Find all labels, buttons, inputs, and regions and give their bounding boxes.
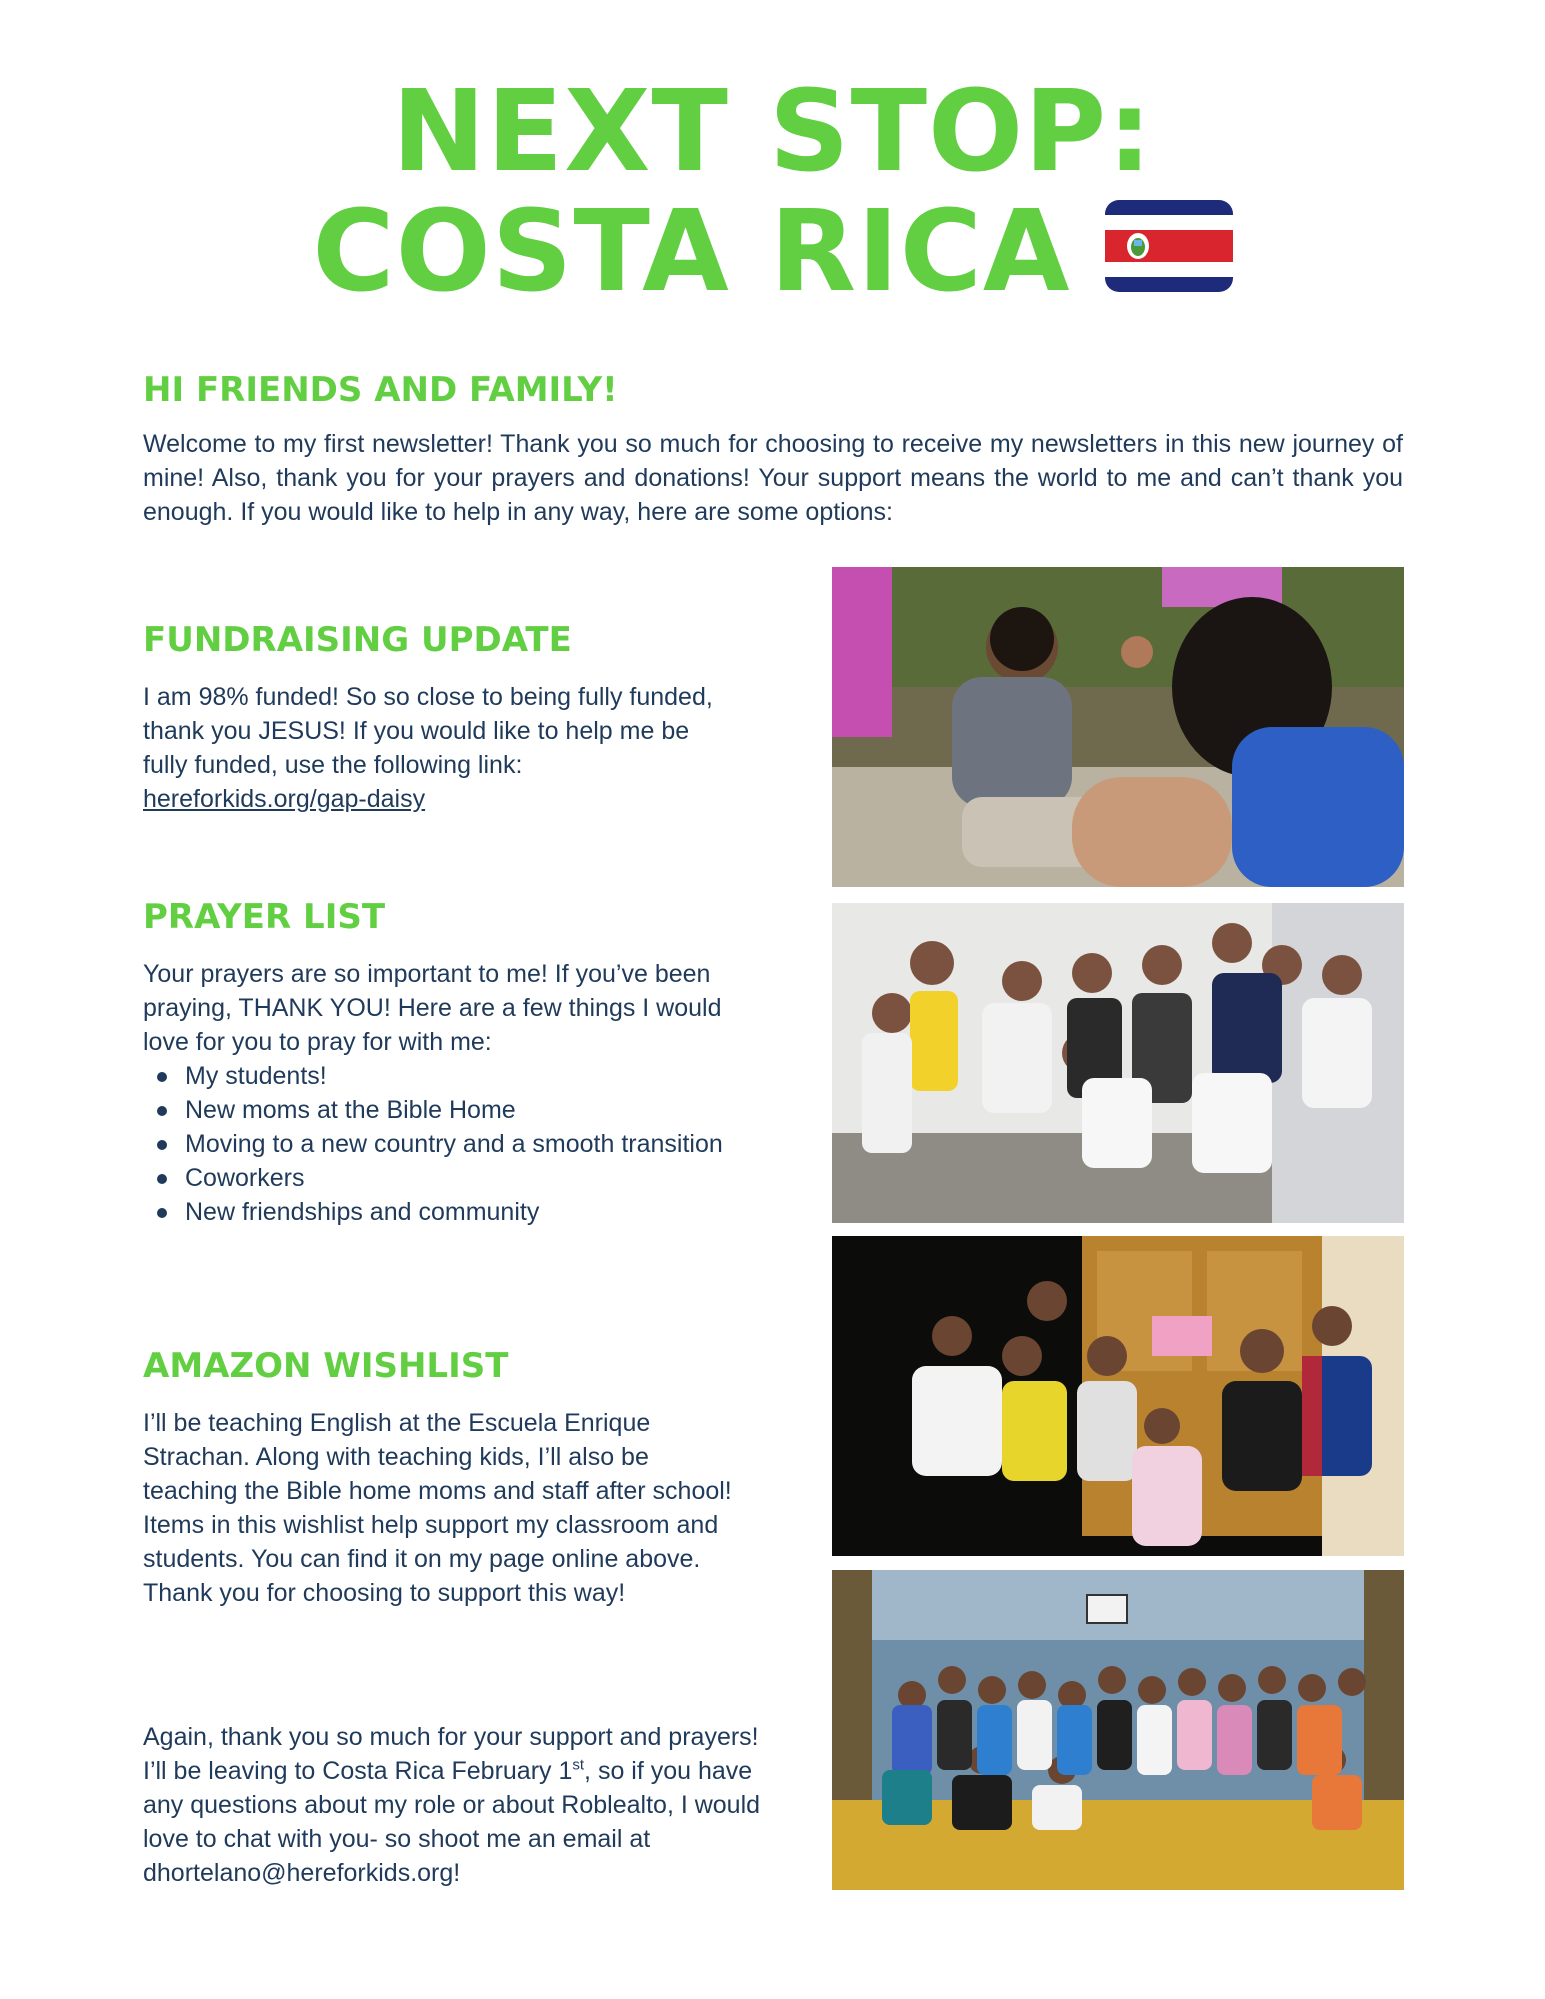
bullet-icon <box>157 1106 167 1116</box>
photo-high-five <box>832 567 1404 887</box>
list-item-text: Coworkers <box>185 1164 305 1192</box>
intro-heading: HI FRIENDS AND FAMILY! <box>143 370 618 410</box>
bullet-icon <box>157 1174 167 1184</box>
list-item <box>143 1161 723 1195</box>
bullet-icon <box>157 1072 167 1082</box>
fundraising-paragraph <box>143 680 733 816</box>
list-item <box>143 1093 723 1127</box>
list-item <box>143 1195 723 1229</box>
page-title-line1: NEXT STOP: <box>391 67 1154 197</box>
photo-group-gym <box>832 1570 1404 1890</box>
page-title-line2 <box>0 185 1545 318</box>
wishlist-paragraph: I’ll be teaching English at the Escuela Enrique Strachan. Along with teaching kids, I’ll also be teaching the Bible home moms and staff after school! Items in this wishlist help support my classroom and students. You can find it on my page online above. Thank you for choosing to support this way! <box>143 1409 732 1607</box>
prayer-paragraph: Your prayers are so important to me! If you’ve been praying, THANK YOU! Here are a few things I would love for you to pray for with me: <box>143 960 722 1056</box>
prayer-heading: PRAYER LIST <box>143 897 386 937</box>
bullet-icon <box>157 1140 167 1150</box>
list-item-text: New friendships and community <box>185 1198 540 1226</box>
photo-group-hairnets <box>832 903 1404 1223</box>
fundraising-link[interactable]: hereforkids.org/gap-daisy <box>143 785 426 813</box>
wishlist-heading: AMAZON WISHLIST <box>143 1346 509 1386</box>
closing-superscript: st <box>572 1756 585 1774</box>
list-item-text: Moving to a new country and a smooth transition <box>185 1130 723 1158</box>
costa-rica-flag-icon <box>1105 200 1233 292</box>
prayer-list <box>143 1059 723 1229</box>
bullet-icon <box>157 1208 167 1218</box>
intro-paragraph: Welcome to my first newsletter! Thank you so much for choosing to receive my newsletters in this new journey of mine! Also, thank you for your prayers and donations! Your support means the world to me and can’t thank you enough. If you would like to help in any way, here are some options: <box>143 430 1403 526</box>
list-item-text: My students! <box>185 1062 327 1090</box>
list-item <box>143 1127 723 1161</box>
closing-paragraph <box>143 1720 773 1890</box>
list-item <box>143 1059 723 1093</box>
list-item-text: New moms at the Bible Home <box>185 1096 516 1124</box>
closing-text-end: , so if you have any questions about my role or about Roblealto, I would love to chat with you- so shoot me an email at dhortelano@hereforkids.org! <box>143 1757 761 1887</box>
fundraising-text: I am 98% funded! So so close to being fully funded, thank you JESUS! If you would like to help me be fully funded, use the following link: <box>143 683 713 779</box>
closing-text: Again, thank you so much for your support and prayers! I’ll be leaving to Costa Rica February 1 <box>143 1723 759 1785</box>
fundraising-heading: FUNDRAISING UPDATE <box>143 620 572 660</box>
page-title-text: COSTA RICA <box>312 187 1071 318</box>
photo-group-indoor <box>832 1236 1404 1556</box>
